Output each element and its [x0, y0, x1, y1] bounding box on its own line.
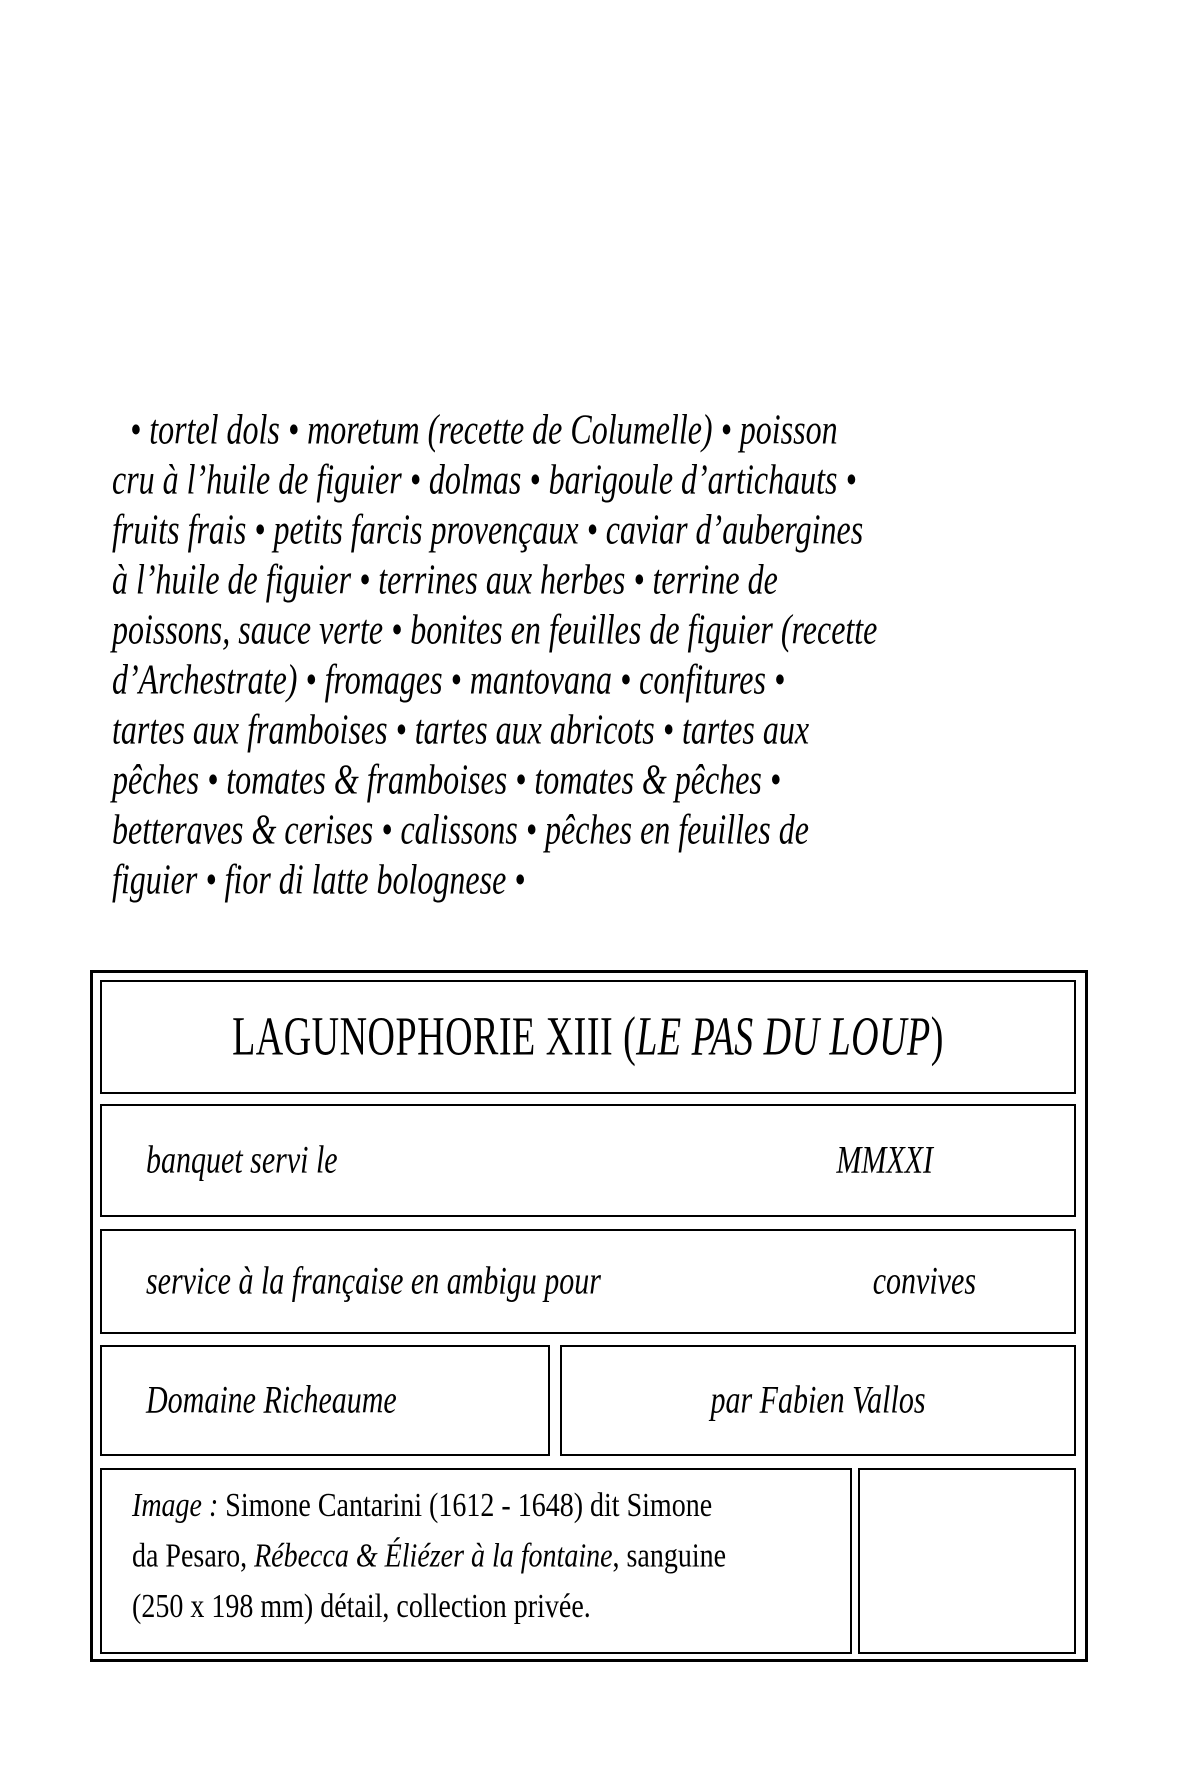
card-title-part3: ) [930, 1006, 944, 1068]
menu-line: betteraves & cerises • calissons • pêches en feuilles de [112, 805, 809, 853]
menu-line: à l’huile de figuier • terrines aux herbes • terrine de [112, 555, 778, 603]
image-caption [132, 1481, 726, 1632]
card-title-row [100, 980, 1076, 1094]
menu-line: cru à l’huile de figuier • dolmas • barigoule d’artichauts • [112, 455, 857, 503]
service-row [100, 1229, 1076, 1334]
host-cell [560, 1345, 1076, 1456]
venue-cell [100, 1345, 550, 1456]
card-title-part2: LE PAS DU LOUP [636, 1006, 931, 1068]
menu-line: d’Archestrate) • fromages • mantovana • confitures • [112, 655, 786, 703]
banquet-card-frame [90, 970, 1088, 1662]
card-title [232, 1005, 944, 1069]
served-row [100, 1104, 1076, 1217]
menu-paragraph [112, 404, 992, 904]
card-title-part1: LAGUNOPHORIE XIII ( [232, 1006, 637, 1068]
guests-value: convives [872, 1259, 976, 1303]
menu-line: pêches • tomates & framboises • tomates & pêches • [112, 755, 782, 803]
menu-line: fruits frais • petits farcis provençaux • caviar d’aubergines [112, 505, 864, 553]
caption-line: Image : Simone Cantarini (1612 - 1648) dit Simone [132, 1487, 713, 1525]
served-label: banquet servi le [146, 1138, 338, 1182]
empty-cell [858, 1468, 1076, 1654]
service-label: service à la française en ambigu pour [146, 1259, 601, 1303]
menu-line: poissons, sauce verte • bonites en feuilles de figuier (recette [112, 605, 878, 653]
venue-label: Domaine Richeaume [146, 1378, 397, 1422]
menu-line: • tortel dols • moretum (recette de Columelle) • poisson [130, 405, 838, 453]
host-label: par Fabien Vallos [710, 1378, 926, 1422]
image-caption-cell [100, 1468, 852, 1654]
menu-line: tartes aux framboises • tartes aux abricots • tartes aux [112, 705, 810, 753]
served-year-value: MMXXI [836, 1138, 933, 1182]
caption-line: da Pesaro, Rébecca & Éliézer à la fontaine, sanguine [132, 1537, 727, 1575]
menu-line: figuier • fior di latte bolognese • [112, 855, 526, 903]
caption-line: (250 x 198 mm) détail, collection privée. [132, 1588, 591, 1626]
